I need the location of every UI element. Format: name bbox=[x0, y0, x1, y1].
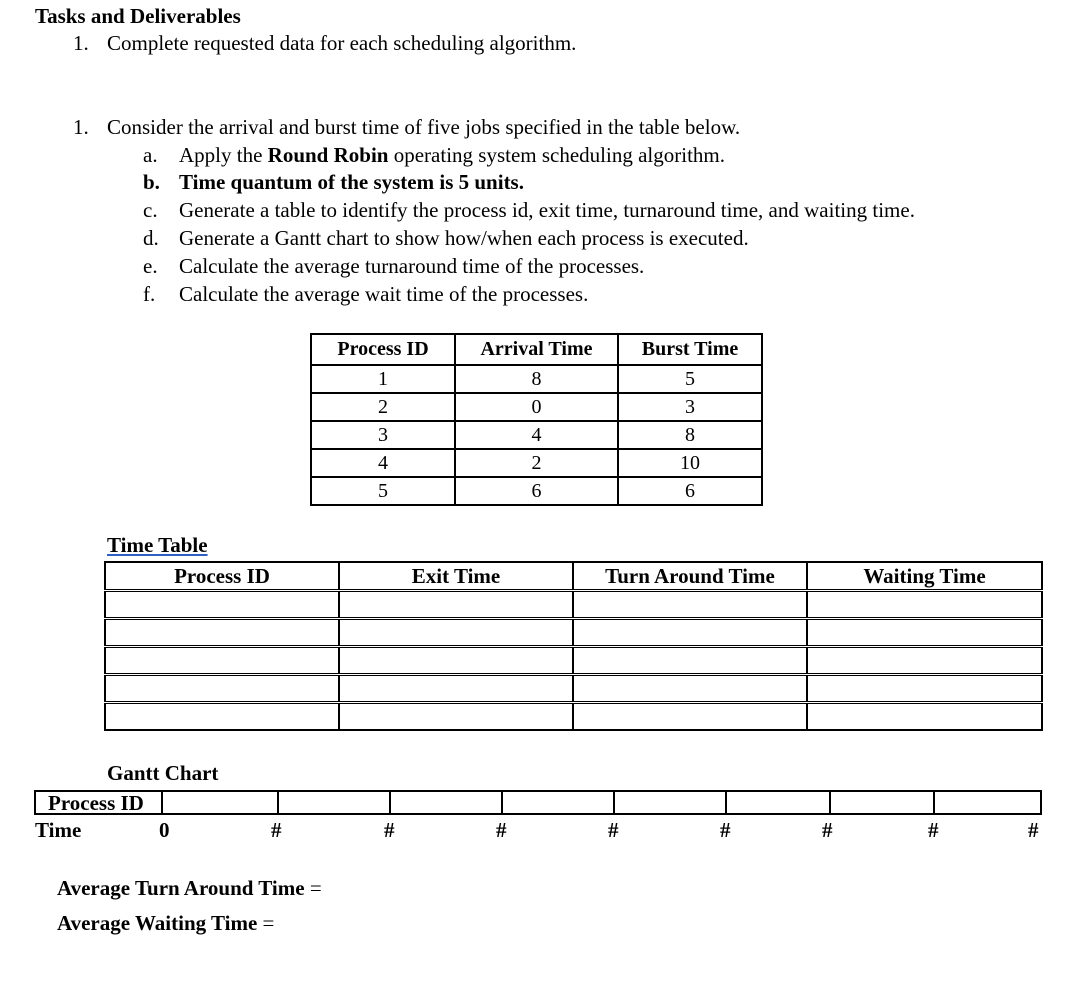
avg-wt-label: Average Waiting Time bbox=[57, 911, 258, 935]
process-table-row bbox=[311, 365, 762, 393]
process-table-cell: 1 bbox=[311, 365, 455, 393]
process-table-cell: 0 bbox=[455, 393, 618, 421]
time-table-empty-cell[interactable] bbox=[339, 591, 573, 619]
process-table-cell: 3 bbox=[311, 421, 455, 449]
task-text: Complete requested data for each scheduling algorithm. bbox=[107, 31, 577, 55]
avg-tat-label: Average Turn Around Time bbox=[57, 876, 305, 900]
subitem-letter: d. bbox=[143, 226, 159, 250]
question-subitem bbox=[143, 282, 589, 307]
question-subitem bbox=[143, 170, 524, 195]
subitem-letter: b. bbox=[143, 170, 160, 194]
process-table-cell: 10 bbox=[618, 449, 762, 477]
time-table-empty-cell[interactable] bbox=[339, 675, 573, 703]
process-table-cell: 2 bbox=[455, 449, 618, 477]
task-number: 1. bbox=[73, 31, 89, 55]
time-table-empty-cell[interactable] bbox=[105, 591, 339, 619]
header-turnaround-time: Turn Around Time bbox=[573, 562, 807, 591]
header-waiting-time: Waiting Time bbox=[807, 562, 1042, 591]
time-table-empty-cell[interactable] bbox=[807, 703, 1042, 731]
question-intro-text: Consider the arrival and burst time of five jobs specified in the table below. bbox=[107, 115, 741, 139]
process-table-row bbox=[311, 477, 762, 505]
gantt-slot-divider bbox=[725, 792, 727, 813]
process-table-cell: 3 bbox=[618, 393, 762, 421]
question-subitem bbox=[143, 198, 915, 223]
time-table-empty-cell[interactable] bbox=[573, 591, 807, 619]
subitem-letter: c. bbox=[143, 198, 158, 222]
question-subitem bbox=[143, 254, 645, 279]
process-table-cell: 8 bbox=[618, 421, 762, 449]
process-table-cell: 8 bbox=[455, 365, 618, 393]
time-table-empty-cell[interactable] bbox=[339, 703, 573, 731]
gantt-time-tick: # bbox=[822, 818, 833, 842]
gantt-title: Gantt Chart bbox=[107, 761, 219, 785]
process-table-cell: 6 bbox=[618, 477, 762, 505]
header-arrival-time: Arrival Time bbox=[455, 334, 618, 365]
process-table bbox=[310, 333, 763, 506]
header-process-id: Process ID bbox=[311, 334, 455, 365]
time-table-row bbox=[105, 703, 1042, 731]
time-table-empty-cell[interactable] bbox=[105, 619, 339, 647]
process-table-cell: 4 bbox=[455, 421, 618, 449]
time-table-empty-cell[interactable] bbox=[105, 647, 339, 675]
process-table-cell: 5 bbox=[311, 477, 455, 505]
gantt-slot-divider bbox=[389, 792, 391, 813]
gantt-time-label: Time bbox=[35, 818, 82, 842]
process-table-row bbox=[311, 421, 762, 449]
time-table-empty-cell[interactable] bbox=[339, 647, 573, 675]
subitem-text-pre: Calculate the average turnaround time of the processes. bbox=[179, 254, 645, 278]
gantt-slot-divider bbox=[613, 792, 615, 813]
process-table-cell: 2 bbox=[311, 393, 455, 421]
time-table-empty-cell[interactable] bbox=[807, 619, 1042, 647]
process-table-header-row bbox=[311, 334, 762, 365]
gantt-time-tick: # bbox=[720, 818, 731, 842]
equals-sign: = bbox=[262, 911, 275, 935]
subitem-text-pre: Generate a table to identify the process id, exit time, turnaround time, and waiting time. bbox=[179, 198, 915, 222]
gantt-time-tick: 0 bbox=[159, 818, 170, 842]
question-number: 1. bbox=[73, 115, 89, 139]
time-table-row bbox=[105, 647, 1042, 675]
time-table-empty-cell[interactable] bbox=[105, 675, 339, 703]
question-subitem bbox=[143, 226, 749, 251]
average-waiting-time bbox=[57, 911, 274, 936]
subitem-text-pre: Calculate the average wait time of the processes. bbox=[179, 282, 589, 306]
time-table-empty-cell[interactable] bbox=[573, 619, 807, 647]
process-table-row bbox=[311, 449, 762, 477]
subitem-text-bold: Round Robin bbox=[267, 143, 389, 167]
time-table-title: Time Table bbox=[107, 533, 208, 557]
process-table-cell: 4 bbox=[311, 449, 455, 477]
process-table-row bbox=[311, 393, 762, 421]
gantt-slot-divider bbox=[933, 792, 935, 813]
header-process-id: Process ID bbox=[105, 562, 339, 591]
task-item-1 bbox=[73, 31, 576, 56]
subitem-letter: e. bbox=[143, 254, 158, 278]
page-title: Tasks and Deliverables bbox=[35, 4, 241, 28]
gantt-slot-divider bbox=[277, 792, 279, 813]
question-intro bbox=[73, 115, 740, 140]
gantt-time-tick: # bbox=[608, 818, 619, 842]
gantt-time-tick: # bbox=[271, 818, 282, 842]
subitem-text-pre: Apply the bbox=[179, 143, 268, 167]
time-table-empty-cell[interactable] bbox=[105, 703, 339, 731]
time-table-empty-cell[interactable] bbox=[573, 703, 807, 731]
subitem-letter: f. bbox=[143, 282, 156, 306]
time-table-empty-cell[interactable] bbox=[807, 675, 1042, 703]
time-table-row bbox=[105, 619, 1042, 647]
time-table-empty-cell[interactable] bbox=[807, 591, 1042, 619]
header-burst-time: Burst Time bbox=[618, 334, 762, 365]
time-table-row bbox=[105, 591, 1042, 619]
gantt-time-tick: # bbox=[928, 818, 939, 842]
gantt-time-tick: # bbox=[496, 818, 507, 842]
time-table-empty-cell[interactable] bbox=[573, 675, 807, 703]
question-subitem bbox=[143, 143, 725, 168]
time-table-row bbox=[105, 675, 1042, 703]
header-exit-time: Exit Time bbox=[339, 562, 573, 591]
subitem-text-post: operating system scheduling algorithm. bbox=[388, 143, 725, 167]
time-table-empty-cell[interactable] bbox=[573, 647, 807, 675]
gantt-slot-divider bbox=[501, 792, 503, 813]
subitem-text-bold: Time quantum of the system is 5 units. bbox=[179, 170, 524, 194]
gantt-process-id-label: Process ID bbox=[34, 790, 163, 815]
gantt-bar bbox=[163, 790, 1042, 815]
process-table-cell: 6 bbox=[455, 477, 618, 505]
average-turnaround-time bbox=[57, 876, 322, 901]
time-table-empty-cell[interactable] bbox=[807, 647, 1042, 675]
equals-sign: = bbox=[309, 876, 322, 900]
subitem-letter: a. bbox=[143, 143, 158, 167]
gantt-slot-divider bbox=[829, 792, 831, 813]
time-table-empty-cell[interactable] bbox=[339, 619, 573, 647]
subitem-text-pre: Generate a Gantt chart to show how/when each process is executed. bbox=[179, 226, 749, 250]
gantt-time-tick: # bbox=[1028, 818, 1039, 842]
process-table-cell: 5 bbox=[618, 365, 762, 393]
time-table-header-row bbox=[105, 562, 1042, 591]
gantt-time-tick: # bbox=[384, 818, 395, 842]
time-table bbox=[104, 561, 1043, 731]
